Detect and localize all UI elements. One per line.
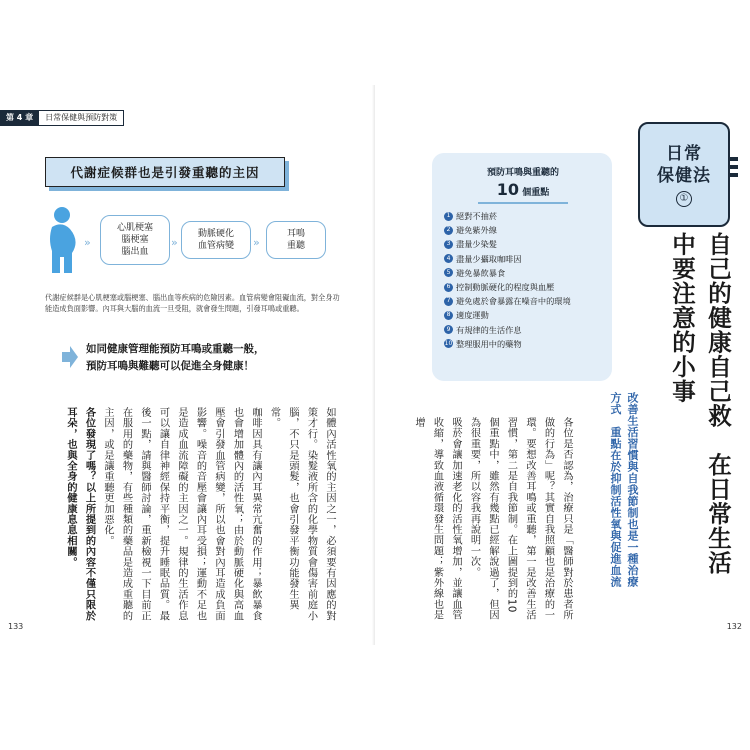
number-badge: 1 (444, 212, 453, 221)
callout-line: 如同健康管理能預防耳鳴或重聽一般， (86, 343, 265, 355)
number-badge: 9 (444, 325, 453, 334)
diagram-box-vascular (181, 221, 251, 259)
book-spread (0, 85, 750, 645)
chapter-title: 日常保健與預防對策 (39, 110, 124, 126)
chapter-number: 第 4 章 (0, 110, 39, 126)
right-page (375, 85, 750, 645)
top10-count: 10 (496, 180, 520, 199)
section-heading (45, 157, 285, 187)
list-item-text: 適度運動 (456, 310, 489, 321)
diagram-box-line: 心肌梗塞 (116, 223, 153, 233)
number-badge: 8 (444, 311, 453, 320)
left-page (0, 85, 375, 645)
body-paragraph: 各位是否認為，治療只是「醫師對於患者所做的行為」呢？其實自我照顧也是治療的一環。要想改善耳鳴或重聽，第一是改善生活習慣，第二是自我節制。在上圖提到的10個重點中，雖然有幾點已經解說過了，但因為很重要，所以容我再說明一次。 (468, 417, 572, 621)
number-badge: 7 (444, 297, 453, 306)
number-badge: 5 (444, 268, 453, 277)
list-item-text: 避免暴飲暴食 (456, 267, 506, 278)
top10-suffix: 個重點 (522, 188, 550, 198)
diagram-box-line: 血管病變 (197, 241, 234, 251)
diagram-box-line: 重聽 (286, 241, 305, 251)
list-item (444, 280, 602, 294)
section-label-line: 保健法 (657, 165, 711, 186)
page-number: 133 (8, 622, 24, 631)
list-item (444, 223, 602, 237)
arrow-right-icon (62, 346, 78, 368)
section-heading-text: 代謝症候群也是引發重聽的主因 (70, 165, 260, 180)
diagram-box-line: 動脈硬化 (197, 229, 234, 239)
callout-line: 預防耳鳴與難聽可以促進全身健康！ (86, 360, 254, 372)
diagram-box-line: 腦出血 (121, 247, 149, 257)
list-item (444, 308, 602, 322)
metabolic-diagram (38, 205, 358, 275)
section-label-number: ① (676, 191, 692, 207)
diagram-box-hearing (266, 221, 326, 259)
list-item (444, 237, 602, 251)
list-item-text: 控制動脈硬化的程度與血壓 (456, 282, 555, 293)
body-text-right (415, 417, 575, 622)
tab-stripe (728, 173, 738, 177)
top10-subtitle (444, 180, 602, 199)
page-number: 132 (726, 622, 742, 631)
top10-box (432, 153, 612, 381)
top10-title: 預防耳鳴與重聽的 (486, 168, 559, 178)
number-badge: 4 (444, 254, 453, 263)
diagram-box-diseases (100, 215, 170, 265)
person-illustration-icon (42, 205, 82, 277)
body-paragraph: 如體內活性氧的主因之一，必須要有因應的對策才行。染髮液所含的化學物質會傷害前庭小腦，不只是頭髮，也會引發平衡功能發生異常。 (268, 407, 335, 621)
diagram-box-line: 耳鳴 (286, 229, 305, 239)
section-label-box (638, 122, 730, 227)
list-item-text: 避免處於會暴露在噪音中的環境 (456, 296, 571, 307)
list-item (444, 337, 602, 351)
list-item-text: 盡量少攝取咖啡因 (456, 253, 522, 264)
list-item (444, 266, 602, 280)
section-label-line: 日常 (666, 143, 702, 164)
number-badge: 6 (444, 283, 453, 292)
arrow-icon: ›› (253, 236, 258, 249)
list-item (444, 209, 602, 223)
number-badge: 10 (444, 339, 453, 347)
page-title: 自己的健康自己救 在日常生活中要注意的小事 (668, 232, 732, 575)
divider (478, 202, 568, 204)
tab-stripe (728, 165, 738, 169)
list-item-text: 整理服用中的藥物 (456, 338, 522, 349)
diagram-caption: 代謝症候群是心肌梗塞或腦梗塞、腦出血等疾病的危險因素。血管病變會阻礙血流，對全身功能造成負面影響。內耳與大腦的血流一旦受阻，就會發生問題，引發耳鳴或重聽。 (45, 293, 340, 313)
body-paragraph: 咖啡因具有讓內耳異常亢奮的作用；暴飲暴食也會增加體內的活性氧；由於動脈硬化與高血壓會引發血管病變，所以也會對內耳造成負面影響。噪音的音壓會讓內耳受損；運動不足也是造成血流障礙的主因之一。規律的生活作息可以讓自律神經保持平衡，提升睡眠品質。最後一點，請與醫師討論，重新檢視一下目前正在服用的藥物，有些種類的藥品是造成重聽的主因，或是讓重聽更加惡化。 (102, 407, 261, 621)
body-paragraph: 吸菸會讓加速老化的活性氧增加，並讓血管收縮，導致血液循環發生問題；紫外線也是增 (413, 417, 461, 621)
top10-list (444, 209, 602, 351)
page-subtitle: 改善生活習慣與自我節制也是一種治療方式 重點在於抑制活性氧與促進血流 (609, 392, 639, 588)
body-paragraph: 各位發現了嗎？以上所提到的內容不僅只限於耳朵，也與全身的健康息息相關。 (65, 407, 95, 621)
list-item-text: 絕對不抽菸 (456, 211, 497, 221)
list-item-text: 有規律的生活作息 (456, 324, 522, 335)
diagram-box-line: 腦梗塞 (121, 235, 149, 245)
list-item-text: 盡量少染髮 (456, 239, 497, 250)
tab-stripe (728, 157, 738, 161)
number-badge: 3 (444, 240, 453, 249)
arrow-icon: ›› (84, 236, 89, 249)
list-item-text: 避免紫外線 (456, 225, 497, 236)
body-text-left (65, 407, 338, 627)
arrow-icon: ›› (171, 236, 176, 249)
list-item (444, 252, 602, 266)
list-item (444, 323, 602, 337)
list-item (444, 294, 602, 308)
number-badge: 2 (444, 226, 453, 235)
callout-text (86, 341, 265, 375)
callout (62, 341, 362, 375)
chapter-tab (0, 110, 124, 126)
